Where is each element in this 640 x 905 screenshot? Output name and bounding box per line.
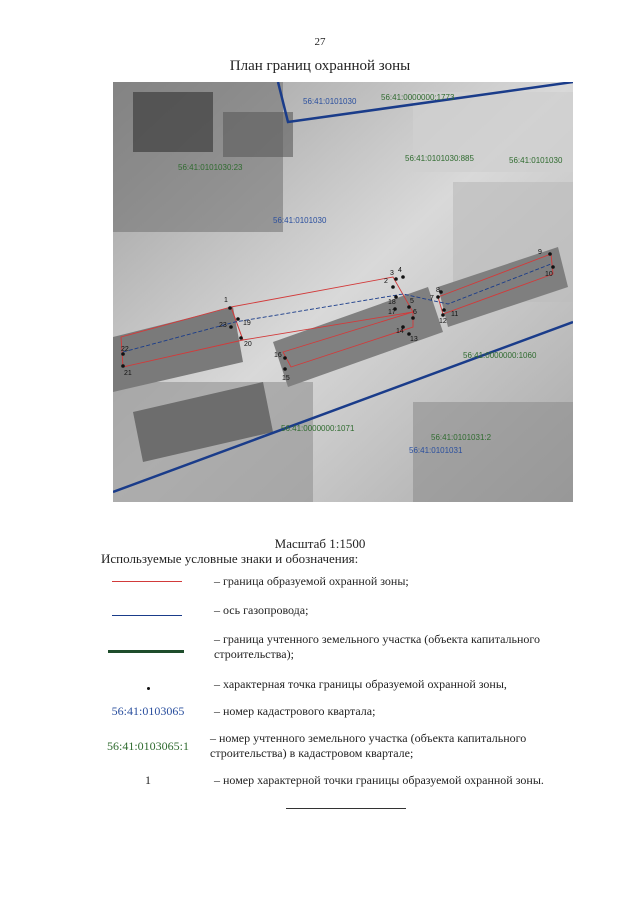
svg-text:21: 21 (124, 370, 132, 377)
svg-text:10: 10 (545, 271, 553, 278)
svg-text:56:41:0101030: 56:41:0101030 (509, 156, 563, 165)
svg-text:17: 17 (388, 309, 396, 316)
svg-text:56:41:0101030: 56:41:0101030 (303, 97, 357, 106)
page-title: План границ охранной зоны (229, 58, 411, 74)
svg-text:18: 18 (388, 299, 396, 306)
legend-text: – граница образуемой охранной зоны; (214, 574, 409, 588)
svg-text:56:41:0101031: 56:41:0101031 (409, 446, 463, 455)
legend-text: – номер кадастрового квартала; (214, 704, 376, 718)
svg-text:20: 20 (244, 341, 252, 348)
legend-symbol-quarter-number: 56:41:0103065 (111, 704, 185, 718)
svg-text:56:41:0000000:1773: 56:41:0000000:1773 (381, 93, 455, 102)
svg-text:14: 14 (396, 328, 404, 335)
svg-text:12: 12 (439, 318, 447, 325)
svg-text:8: 8 (436, 287, 440, 294)
svg-text:2: 2 (384, 278, 388, 285)
svg-text:56:41:0101031:2: 56:41:0101031:2 (431, 433, 492, 442)
svg-text:16: 16 (274, 352, 282, 359)
svg-text:9: 9 (538, 249, 542, 256)
building-top-left (133, 92, 213, 152)
svg-text:11: 11 (451, 311, 459, 318)
svg-text:23: 23 (219, 322, 227, 329)
legend-text: – ось газопровода; (214, 603, 309, 617)
scale-label: Масштаб 1:1500 (274, 536, 366, 551)
svg-text:5: 5 (410, 298, 414, 305)
legend-symbol-point-number: 1 (145, 773, 151, 787)
svg-text:15: 15 (282, 375, 290, 382)
svg-text:7: 7 (430, 295, 434, 302)
legend-heading: Используемые условные знаки и обозначения: (101, 551, 359, 566)
svg-text:1: 1 (224, 297, 228, 304)
legend-text: – номер характерной точки границы образуемой охранной зоны. (214, 773, 544, 787)
page-number: 27 (314, 36, 326, 48)
legend-text: – граница учтенного земельного участка (объекта капитального строительства); (214, 632, 541, 661)
building-top (223, 112, 293, 157)
svg-text:6: 6 (413, 309, 417, 316)
svg-text:56:41:0000000:1060: 56:41:0000000:1060 (463, 351, 537, 360)
svg-text:19: 19 (243, 320, 251, 327)
svg-text:56:41:0000000:1071: 56:41:0000000:1071 (281, 424, 355, 433)
legend-text: – характерная точка границы образуемой охранной зоны, (214, 677, 507, 691)
bottom-divider (286, 808, 406, 809)
svg-text:13: 13 (410, 336, 418, 343)
svg-text:56:41:0101030:23: 56:41:0101030:23 (178, 163, 243, 172)
protection-zone-map (113, 82, 573, 502)
svg-text:22: 22 (121, 346, 129, 353)
legend-symbol-parcel-number: 56:41:0103065:1 (106, 739, 189, 753)
svg-text:4: 4 (398, 267, 402, 274)
svg-text:56:41:0101030: 56:41:0101030 (273, 216, 327, 225)
svg-text:3: 3 (390, 270, 394, 277)
svg-text:56:41:0101030:885: 56:41:0101030:885 (405, 154, 474, 163)
legend-text: – номер учтенного земельного участка (объекта капитального строительства) в кадастровом квартале; (210, 731, 527, 760)
